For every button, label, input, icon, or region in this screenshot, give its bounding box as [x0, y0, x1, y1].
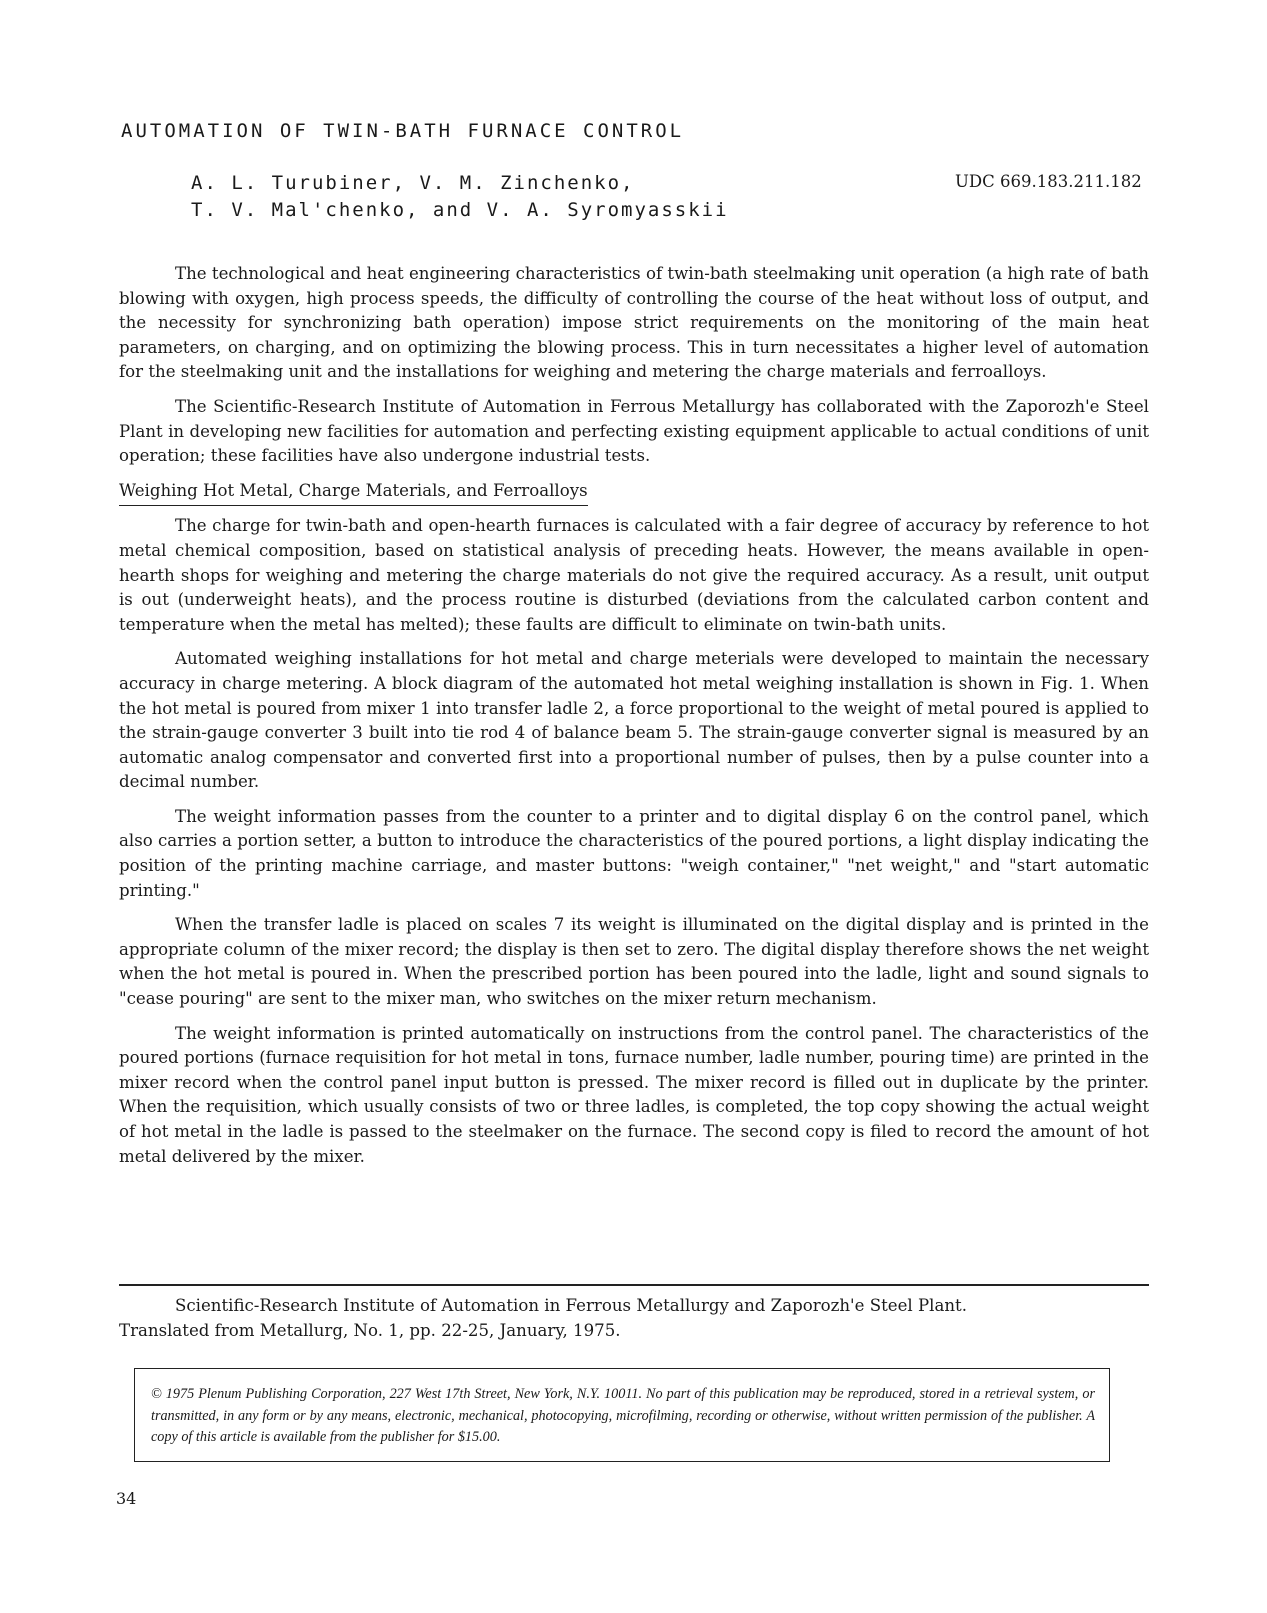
footnote-divider — [119, 1284, 1149, 1286]
paragraph-control-panel: The weight information passes from the counter to a printer and to digital display 6 on the control panel, which also carries a portion setter, a button to introduce the characteristics of the poured portions, a light display indicating the position of the printing machine carriage, and master buttons: "weigh container," "net weight," and "start automatic printing." — [119, 806, 1149, 900]
author-list — [191, 170, 729, 224]
udc-classification: UDC 669.183.211.182 — [955, 172, 1142, 191]
paragraph-intro: The technological and heat engineering characteristics of twin-bath steelmaking unit operation (a high rate of bath blowing with oxygen, high process speeds, the difficulty of controlling the course of the heat without loss of output, and the necessity for synchronizing bath operation) impose strict requirements on the monitoring of the main heat parameters, on charging, and on optimizing the blowing process. This in turn necessitates a higher level of automation for the steelmaking unit and the installations for weighing and metering the charge materials and ferroalloys. — [119, 264, 1149, 382]
section-heading-container — [119, 479, 1149, 515]
article-title: AUTOMATION OF TWIN-BATH FURNACE CONTROL — [121, 120, 685, 142]
footnote — [119, 1294, 1149, 1343]
paragraph-transfer-ladle: When the transfer ladle is placed on scales 7 its weight is illuminated on the digital display and is printed in the appropriate column of the mixer record; the display is then set to zero. The digital display therefore shows the net weight when the hot metal is poured in. When the prescribed portion has been poured into the ladle, light and sound signals to "cease pouring" are sent to the mixer man, who switches on the mixer return mechanism. — [119, 915, 1149, 1009]
copyright-notice: © 1975 Plenum Publishing Corporation, 227 West 17th Street, New York, N.Y. 10011. No part of this publication may be reproduced, stored in a retrieval system, or transmitted, in any form or by any means, electronic, mechanical, photocopying, microfilming, recording or otherwise, without written permission of the publisher. A copy of this article is available from the publisher for $15.00. — [134, 1368, 1110, 1462]
paragraph-charge-calculation: The charge for twin-bath and open-hearth furnaces is calculated with a fair degree of accuracy by reference to hot metal chemical composition, based on statistical analysis of preceding heats. However, the means available in open-hearth shops for weighing and metering the charge materials do not give the required accuracy. As a result, unit output is out (underweight heats), and the process routine is disturbed (deviations from the calculated carbon content and temperature when the metal has melted); these faults are difficult to eliminate on twin-bath units. — [119, 516, 1149, 634]
footnote-translation: Translated from Metallurg, No. 1, pp. 22-25, January, 1975. — [119, 1320, 621, 1340]
article-body — [119, 262, 1149, 1179]
footnote-affiliation: Scientific-Research Institute of Automation in Ferrous Metallurgy and Zaporozh'e Steel Plant. — [175, 1296, 967, 1315]
paragraph-weighing-installations: Automated weighing installations for hot metal and charge meterials were developed to maintain the necessary accuracy in charge metering. A block diagram of the automated hot metal weighing installation is shown in Fig. 1. When the hot metal is poured from mixer 1 into transfer ladle 2, a force proportional to the weight of metal poured is applied to the strain-gauge converter 3 built into tie rod 4 of balance beam 5. The strain-gauge converter signal is measured by an automatic analog compensator and converted first into a proportional number of pulses, then by a pulse counter into a decimal number. — [119, 649, 1149, 792]
paragraph-printing: The weight information is printed automatically on instructions from the control panel. The characteristics of the poured portions (furnace requisition for hot metal in tons, furnace number, ladle number, pouring time) are printed in the mixer record when the control panel input button is pressed. The mixer record is filled out in duplicate by the printer. When the requisition, which usually consists of two or three ladles, is completed, the top copy showing the actual weight of hot metal in the ladle is passed to the steelmaker on the furnace. The second copy is filed to record the amount of hot metal delivered by the mixer. — [119, 1023, 1149, 1166]
authors-line-1: A. L. Turubiner, V. M. Zinchenko, — [191, 172, 635, 194]
page-number: 34 — [116, 1489, 137, 1508]
paragraph-collaboration: The Scientific-Research Institute of Automation in Ferrous Metallurgy has collaborated with the Zaporozh'e Steel Plant in developing new facilities for automation and perfecting existing equipment applicable to actual conditions of unit operation; these facilities have also undergone industrial tests. — [119, 396, 1149, 466]
authors-line-2: T. V. Mal'chenko, and V. A. Syromyasskii — [191, 199, 729, 221]
section-heading: Weighing Hot Metal, Charge Materials, and Ferroalloys — [119, 479, 588, 507]
